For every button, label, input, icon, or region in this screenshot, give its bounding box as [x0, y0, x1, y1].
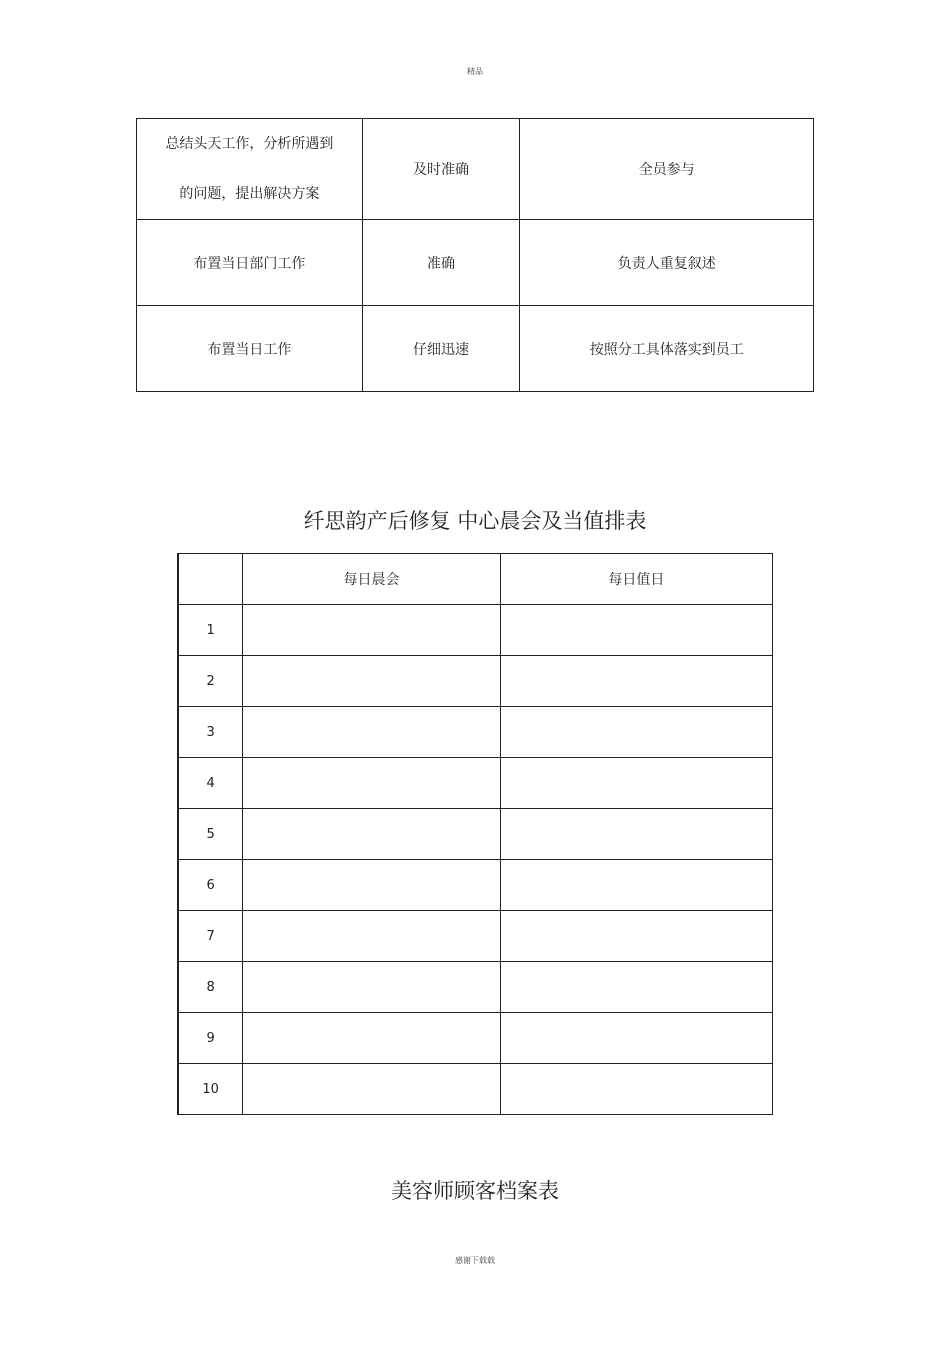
row-number: 2 [178, 656, 243, 707]
table-row [178, 758, 773, 809]
table-row [178, 707, 773, 758]
row-number: 5 [178, 809, 243, 860]
table-row [178, 809, 773, 860]
method-cell: 按照分工具体落实到员工 [520, 306, 814, 392]
table-row [178, 962, 773, 1013]
meeting-cell[interactable] [243, 860, 500, 911]
meeting-cell[interactable] [243, 656, 500, 707]
row-number: 4 [178, 758, 243, 809]
method-cell: 负责人重复叙述 [520, 220, 814, 306]
requirement-cell: 准确 [362, 220, 520, 306]
row-number: 7 [178, 911, 243, 962]
duty-cell[interactable] [500, 860, 772, 911]
row-number: 8 [178, 962, 243, 1013]
schedule-table [177, 553, 773, 1115]
duty-cell[interactable] [500, 809, 772, 860]
duty-cell[interactable] [500, 656, 772, 707]
meeting-cell[interactable] [243, 1064, 500, 1115]
meeting-cell[interactable] [243, 605, 500, 656]
footer-watermark: 感谢下载载 [455, 1256, 495, 1265]
table-row [178, 860, 773, 911]
table-row [178, 1064, 773, 1115]
duty-cell[interactable] [500, 707, 772, 758]
row-number: 10 [178, 1064, 243, 1115]
customer-file-title: 美容师顾客档案表 [391, 1179, 559, 1203]
duty-cell[interactable] [500, 1064, 772, 1115]
header-watermark: 精品 [467, 67, 483, 76]
meeting-cell[interactable] [243, 758, 500, 809]
meeting-cell[interactable] [243, 962, 500, 1013]
table-row [178, 656, 773, 707]
duty-cell[interactable] [500, 1013, 772, 1064]
task-line: 的问题，提出解决方案 [179, 186, 320, 202]
table-row [178, 1013, 773, 1064]
duty-cell[interactable] [500, 911, 772, 962]
duty-cell[interactable] [500, 962, 772, 1013]
row-number: 1 [178, 605, 243, 656]
row-number: 6 [178, 860, 243, 911]
table-row [178, 605, 773, 656]
row-number: 9 [178, 1013, 243, 1064]
table-row [137, 119, 814, 220]
duty-cell[interactable] [500, 758, 772, 809]
task-cell [137, 119, 363, 220]
schedule-header-row [178, 554, 773, 605]
method-cell: 全员参与 [520, 119, 814, 220]
meeting-cell[interactable] [243, 809, 500, 860]
requirement-cell: 及时准确 [362, 119, 520, 220]
task-cell: 布置当日工作 [137, 306, 363, 392]
table-row [137, 306, 814, 392]
morning-meeting-table [136, 118, 814, 392]
meeting-cell[interactable] [243, 911, 500, 962]
requirement-cell: 仔细迅速 [362, 306, 520, 392]
row-number: 3 [178, 707, 243, 758]
task-line: 总结头天工作，分析所遇到 [165, 136, 334, 152]
header-cell-meeting: 每日晨会 [243, 554, 500, 605]
header-cell-duty: 每日值日 [500, 554, 772, 605]
header-cell-index [178, 554, 243, 605]
table-row [137, 220, 814, 306]
schedule-title: 纤思韵产后修复 中心晨会及当值排表 [303, 509, 647, 533]
task-cell: 布置当日部门工作 [137, 220, 363, 306]
meeting-cell[interactable] [243, 1013, 500, 1064]
meeting-cell[interactable] [243, 707, 500, 758]
duty-cell[interactable] [500, 605, 772, 656]
table-row [178, 911, 773, 962]
